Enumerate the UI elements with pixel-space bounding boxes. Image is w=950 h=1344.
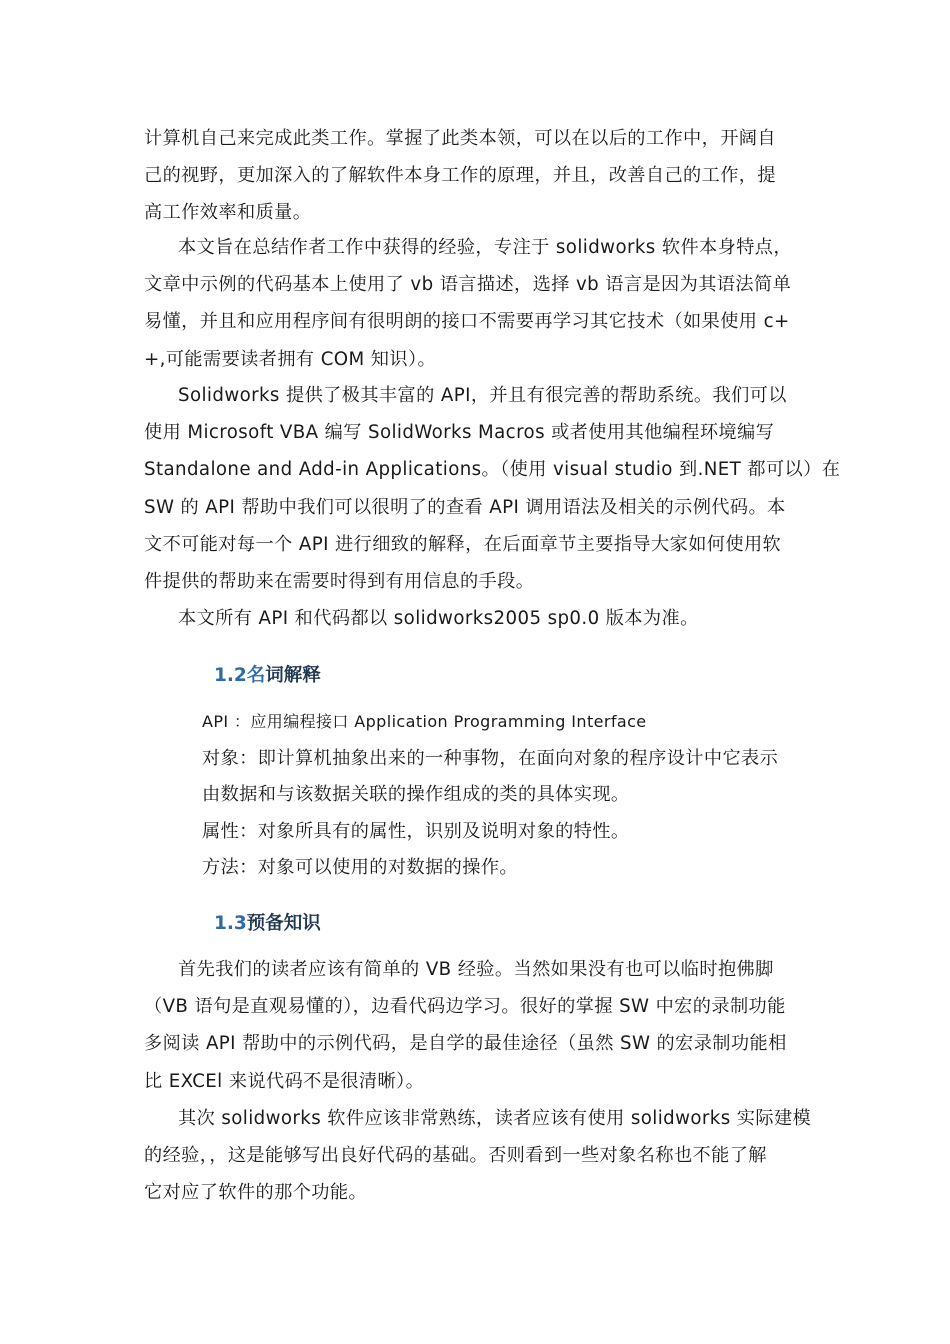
purpose-paragraph [144, 229, 814, 378]
purpose-line-4: +,可能需要读者拥有 COM 知识）。 [144, 348, 437, 370]
prereq-vb-line-2: （VB 语句是直观易懂的），边看代码边学习。很好的掌握 SW 中宏的录制功能 [144, 996, 786, 1018]
prereq-vb-line-1: 首先我们的读者应该有简单的 VB 经验。当然如果没有也可以临时抱佛脚 [178, 959, 774, 980]
intro-paragraph [144, 120, 814, 232]
api-intro-line-1: Solidworks 提供了极其丰富的 API，并且有很完善的帮助系统。我们可以 [178, 385, 787, 406]
prereq-sw-paragraph [144, 1100, 814, 1212]
prereq-vb-line-3: 多阅读 API 帮助中的示例代码，是自学的最佳途径（虽然 SW 的宏录制功能相 [144, 1033, 787, 1055]
api-intro-line-2: 使用 Microsoft VBA 编写 SolidWorks Macros 或者使用其他编程环境编写 [144, 422, 775, 444]
definition-property: 属性：对象所具有的属性，识别及说明对象的特性。 [202, 820, 630, 842]
intro-line-1: 计算机自己来完成此类工作。掌握了此类本领，可以在以后的工作中，开阔自 [144, 128, 776, 149]
purpose-line-1: 本文旨在总结作者工作中获得的经验，专注于 solidworks 软件本身特点， [178, 237, 792, 258]
definitions-list [202, 704, 812, 887]
version-note-paragraph [144, 600, 814, 637]
prereq-vb-line-4: 比 EXCEl 来说代码不是很清晰）。 [144, 1070, 425, 1092]
api-intro-line-4: SW 的 API 帮助中我们可以很明了的查看 API 调用语法及相关的示例代码。本 [144, 496, 786, 518]
prereq-sw-line-2: 的经验，，这是能够写出良好代码的基础。否则看到一些对象名称也不能了解 [144, 1145, 767, 1167]
section-heading-1-3 [214, 911, 321, 937]
prereq-vb-paragraph [144, 951, 814, 1100]
prereq-sw-line-1: 其次 solidworks 软件应该非常熟练，读者应该有使用 solidworks 实际建模 [178, 1108, 812, 1129]
section-number: 1.3 [214, 913, 247, 934]
intro-line-3: 高工作效率和质量。 [144, 202, 312, 224]
purpose-line-3: 易懂，并且和应用程序间有很明朗的接口不需要再学习其它技术（如果使用 c+ [144, 311, 790, 333]
definition-api: API ：应用编程接口 Application Programming Interface [202, 712, 647, 731]
definition-object-line-2: 由数据和与该数据关联的操作组成的类的具体实现。 [202, 784, 630, 805]
prereq-sw-line-3: 它对应了软件的那个功能。 [144, 1182, 368, 1204]
purpose-line-2: 文章中示例的代码基本上使用了 vb 语言描述，选择 vb 语言是因为其语法简单 [144, 274, 792, 296]
api-intro-line-6: 件提供的帮助来在需要时得到有用信息的手段。 [144, 571, 535, 593]
api-intro-paragraph [144, 377, 841, 600]
section-number: 1.2 [214, 665, 247, 686]
section-title: 预备知识 [246, 913, 321, 934]
api-intro-line-5: 文不可能对每一个 API 进行细致的解释，在后面章节主要指导大家如何使用软 [144, 533, 782, 555]
intro-line-2: 己的视野，更加深入的了解软件本身工作的原理，并且，改善自己的工作，提 [144, 165, 776, 187]
section-title-part-2: 词解释 [265, 665, 321, 686]
section-title-part-1: 名 [246, 665, 266, 686]
version-note: 本文所有 API 和代码都以 solidworks2005 sp0.0 版本为准。 [178, 608, 699, 629]
definition-object-line-1: 对象：即计算机抽象出来的一种事物，在面向对象的程序设计中它表示 [202, 747, 779, 769]
api-intro-line-3: Standalone and Add-in Applications。（使用 visual studio 到.NET 都可以）在 [144, 459, 841, 481]
definition-method: 方法：对象可以使用的对数据的操作。 [202, 857, 518, 878]
section-heading-1-2 [214, 663, 321, 689]
